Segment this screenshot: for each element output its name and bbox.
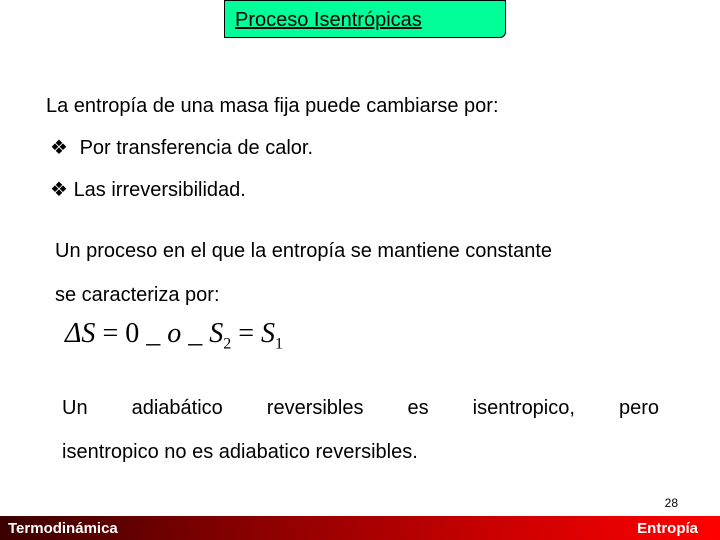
statement-word: isentropico,: [472, 397, 575, 419]
diamond-bullet-icon: ❖: [50, 137, 68, 159]
statement-word: pero: [618, 397, 659, 419]
formula-separator: _: [181, 318, 210, 349]
bullet-text-heat: Por transferencia de calor.: [79, 137, 314, 159]
formula-s2: S: [209, 318, 224, 349]
diamond-bullet-icon: ❖: [50, 179, 68, 201]
slide-title-box: [224, 0, 506, 38]
slide-title: Proceso Isentrópicas: [235, 9, 422, 31]
statement-line-2: isentropico no es adiabatico reversibles.: [62, 441, 418, 463]
formula-sub-1: 1: [275, 335, 284, 353]
formula-equals-zero: = 0 _: [95, 318, 168, 349]
page-number: 28: [664, 496, 678, 510]
statement-word: Un: [62, 397, 88, 419]
formula-sub-2: 2: [223, 335, 232, 353]
paragraph-line-2: se caracteriza por:: [55, 284, 220, 306]
formula-equals: =: [231, 318, 262, 349]
entropy-formula: [65, 318, 283, 354]
formula-s1: S: [261, 318, 276, 349]
statement-line-1: [62, 397, 659, 420]
paragraph-line-1: Un proceso en el que la entropía se mantiene constante: [55, 240, 552, 262]
bullet-item-irreversibility: [50, 177, 246, 202]
bullet-item-heat: [50, 135, 313, 160]
formula-o: o: [167, 318, 182, 349]
footer-bar: [0, 516, 720, 540]
footer-topic-label: Entropía: [637, 520, 698, 537]
statement-word: es: [407, 397, 429, 419]
bullet-text-irreversibility: Las irreversibilidad.: [73, 179, 246, 201]
footer-course-label: Termodinámica: [8, 520, 118, 537]
formula-delta-s: ΔS: [65, 318, 96, 349]
intro-text: La entropía de una masa fija puede cambiarse por:: [46, 95, 499, 117]
statement-word: reversibles: [266, 397, 364, 419]
statement-word: adiabático: [131, 397, 223, 419]
